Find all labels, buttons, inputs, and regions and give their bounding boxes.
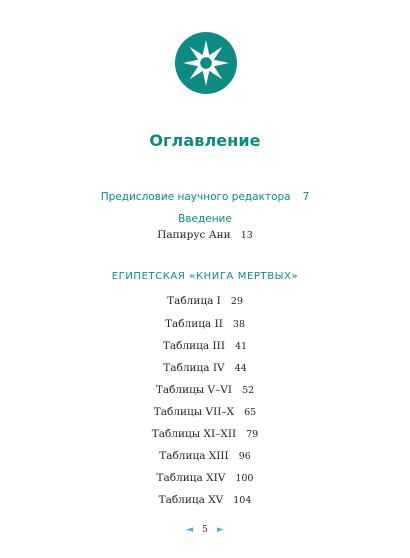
toc-entry[interactable] [0,318,410,330]
toc-entry[interactable] [0,340,410,352]
toc-heading-intro[interactable]: Введение [178,213,232,225]
toc-entry-label: Таблица I [167,295,221,307]
page-footer [0,525,410,535]
toc-entry[interactable] [0,428,410,440]
sun-star-emblem-icon [174,31,238,95]
toc-entry-preface[interactable] [0,191,410,203]
toc-entry-page: 41 [234,341,248,352]
toc-entry-page: 52 [242,385,255,396]
toc-entry-page: 29 [230,296,243,307]
toc-entry-label: Таблица XIII [159,450,229,462]
toc-entry-page: 7 [302,191,310,203]
toc-entry[interactable] [0,494,410,506]
toc-entry-page: 100 [235,473,254,484]
toc-entry-label: Предисловие научного редактора [100,191,291,203]
prev-page-arrow-icon[interactable]: ◄ [186,525,194,535]
toc-entry[interactable] [0,406,410,418]
toc-entry-label: Таблицы V–VI [155,384,233,396]
toc-entry-label: Таблица XV [158,494,224,506]
toc-entry[interactable] [0,450,410,462]
toc-entry[interactable] [0,472,410,484]
toc-entry-page: 65 [244,407,257,418]
toc-entry-page: 96 [238,451,251,462]
toc-entry[interactable] [0,295,410,307]
toc-entry-label: Таблицы VII–X [153,406,235,418]
toc-section-heading: ЕГИПЕТСКАЯ «КНИГА МЕРТВЫХ» [111,271,299,282]
toc-entry-page: 38 [232,319,245,330]
next-page-arrow-icon[interactable]: ► [216,525,224,535]
toc-entry[interactable] [0,229,410,241]
toc-entry-page: 104 [233,495,252,506]
toc-entry-page: 44 [234,363,247,374]
toc-entry-label: Таблица III [162,340,225,352]
toc-entry-label: Таблицы XI–XII [151,428,237,440]
page-title: Оглавление [149,131,261,150]
toc-entry-page: 13 [240,230,253,241]
toc-entry-label: Папирус Ани [157,229,231,241]
toc-entry[interactable] [0,384,410,396]
toc-entry[interactable] [0,362,410,374]
page-number: 5 [202,525,208,535]
toc-entry-label: Таблица XIV [156,472,226,484]
toc-entry-label: Таблица II [165,318,223,330]
toc-entry-label: Таблица IV [163,362,225,374]
toc-entry-page: 79 [246,429,259,440]
